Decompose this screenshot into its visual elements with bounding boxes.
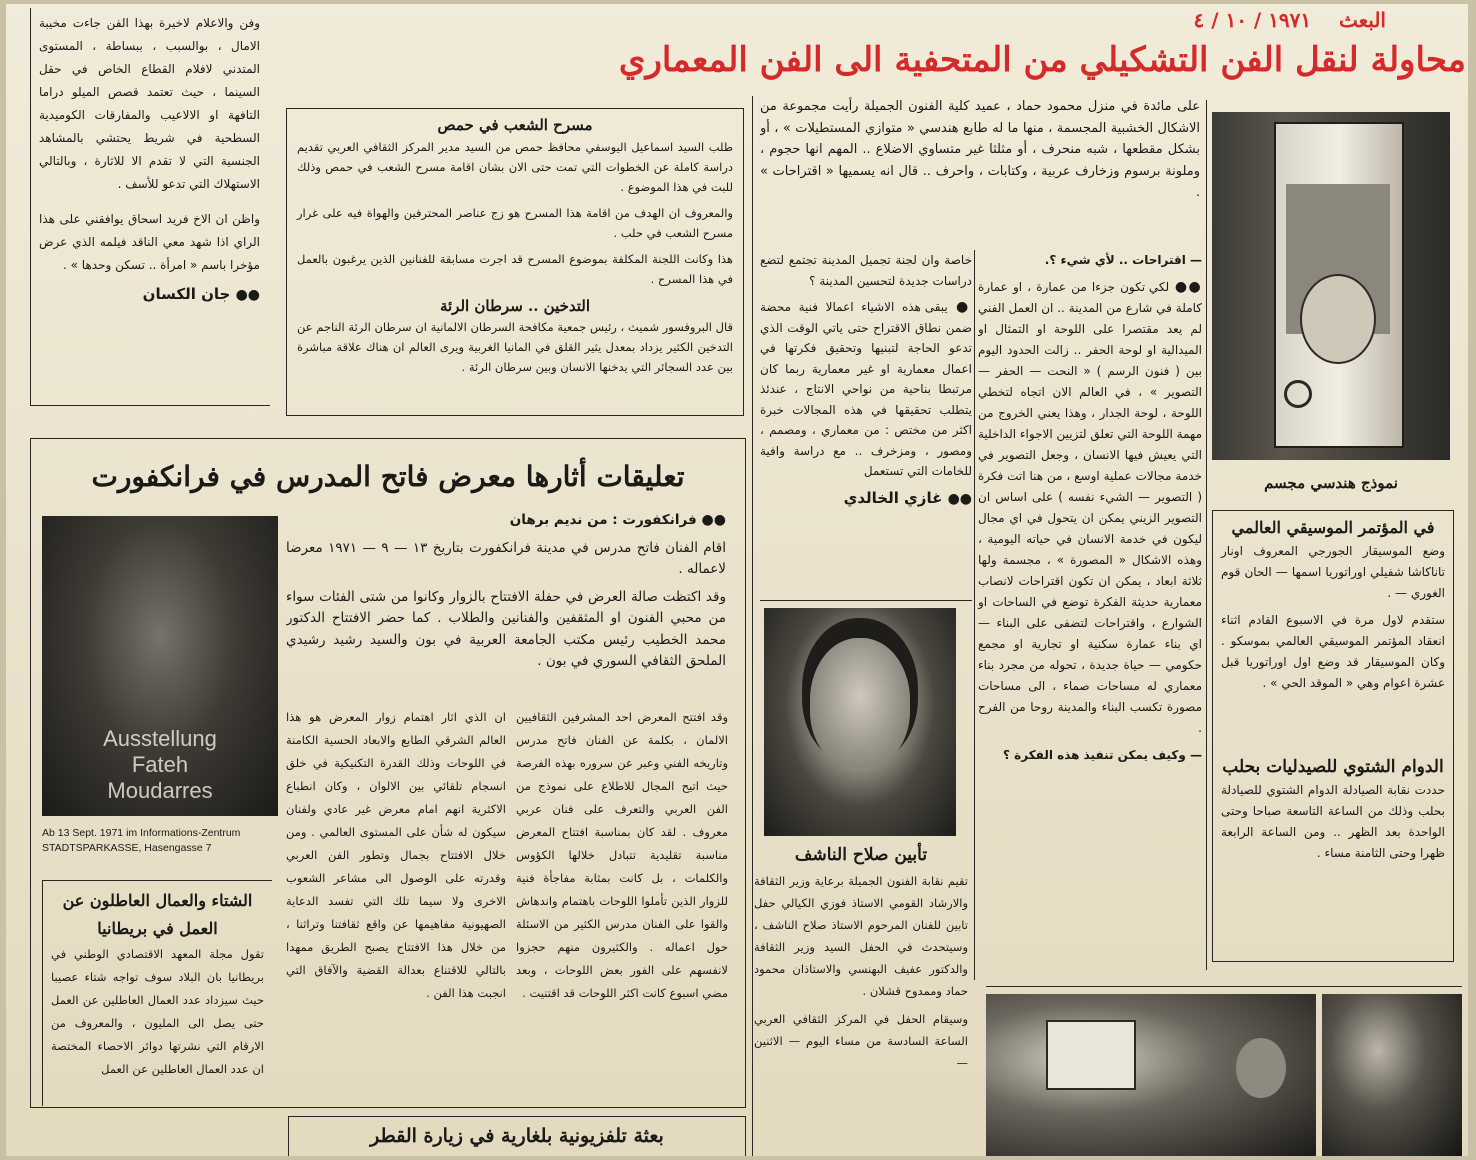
- main-article-column-right: [978, 250, 1202, 980]
- bottom-photo-crowd: [1322, 994, 1462, 1156]
- smoking-subtitle: التدخين .. سرطان الرئة: [439, 297, 591, 315]
- exhibition-poster: [42, 516, 278, 816]
- page-headline: محاولة لنقل الفن التشكيلي من المتحفية الى الفن المعماري: [618, 40, 1466, 80]
- pharmacy-paragraph: حددت نقابة الصيادلة الدوام الشتوي للصيادلة بحلب وذلك من الساعة التاسعة صباحا وحتى الواحدة بعد الظهر .. ومن الساعة الرابعة ظهرا وحتى الثامنة مساء .: [1221, 783, 1445, 860]
- sculpture-caption: نموذج هندسي مجسم: [1264, 474, 1398, 492]
- music-article: [1212, 510, 1454, 750]
- column-divider: [974, 250, 975, 980]
- exhibition-byline: ●● فرانكفورت : من نديم برهان: [509, 512, 726, 528]
- portrait-photo: [764, 608, 956, 836]
- left-column-paragraph: واظن ان الاخ فريد اسحاق يوافقني على هذا الراي اذا شهد معي الناقد فيلمه الذي عرض مؤخرا باسم « امرأة .. تسكن وحدها » .: [39, 212, 260, 272]
- bullet-icon: ●: [947, 299, 972, 315]
- music-paragraph: وضع الموسيقار الجورجي المعروف اونار تاناكاشا شفيلي اوراتوريا اسمها — الحان قوم الغوري — .: [1221, 544, 1445, 600]
- person-icon: [1236, 1038, 1286, 1098]
- exhibition-paragraph: اقام الفنان فاتح مدرس في مدينة فرانكفورت بتاريخ ١٣ — ٩ — ١٩٧١ معرضا لاعماله .: [286, 539, 726, 577]
- poster-line: Moudarres: [107, 778, 213, 803]
- exhibition-lead: [286, 510, 726, 700]
- theater-paragraph: هذا وكانت اللجنة المكلفة بموضوع المسرح قد اجرت مسابقة للفنانين الذين يرغبون بالعمل في هذا المسرح .: [297, 252, 733, 286]
- bullet-icon: ●●: [696, 512, 726, 528]
- row-divider: [986, 986, 1462, 987]
- left-column-article: [30, 8, 270, 406]
- main-article-signature: ●● غازي الخالدي: [843, 488, 972, 507]
- bullet-icon: ●●: [947, 490, 972, 507]
- exhibition-column-left: ان الذي اثار اهتمام زوار المعرض هو هذا العالم الشرقي الطابع والابعاد الحسية الكامنة في اللوحات وذلك القدرة التكنيكية في خلق انسجام تلقائي بين الالوان ، وكان انطباع الاكثرية انهم امام معرض غير عادي ولفنان سيكون له شأن على المستوى العالمي . ومن خلال الافتتاح بجمال وتطور الفن العربي وقدرته على الوصول الى مشاعر الشعوب الاخرى ولا سيما تلك التي تفسد الدعاية الصهيونية مفاهيمها عن واقع ثقافتنا وتراثنا ، من خلال هذا الافتتاح يصبح الطريق ممهدا بالتالي للاقتناع بعدالة القضية والآفاق التي انجبت هذا الفن .: [286, 710, 506, 1000]
- left-column-paragraph: وفن والاعلام لاخيرة بهذا الفن جاءت مخيبة الامال ، بوالسبب ، ببساطة ، المستوى المتدني لافلام القطاع الخاص في حقل السينما ، حيث تعتمد قصص الميلو دراما التافهة او الالاعيب والمفارقات الكوميدية السطحية في شريط يحتشي بالمشاهد الجنسية التي لا تقدم الا للاثارة ، وبالتالي الاستهلاك التي تدعو للأسف .: [39, 16, 260, 191]
- poster-line: Ausstellung: [103, 726, 217, 751]
- britain-title: الشتاء والعمال العاطلون عن العمل في بريطانيا: [62, 891, 253, 938]
- pharmacy-title: الدوام الشتوي للصيدليات بحلب: [1222, 757, 1444, 777]
- bottom-photo-group: [986, 994, 1316, 1156]
- britain-article: [42, 880, 272, 1106]
- theater-title: مسرح الشعب في حمص: [437, 116, 593, 134]
- music-title: في المؤتمر الموسيقي العالمي: [1231, 518, 1435, 537]
- portrait-face-icon: [810, 638, 910, 768]
- answer: ●● لكي تكون جزءا من عمارة ، او عمارة كاملة في شارع من المدينة .. ان العمل الفني لم يعد مقتصرا على اللوحة او التمثال او الميدالية او لوحة الحفر .. زالت الحدود اليوم بين ( فنون الرسم ) « النحت — الحفر — التصوير » ، في العالم الان اتجاه لتخطي اللوحة ، لوحة الجدار ، وهذا يعني الخروج من مهمة اللوحة التي تعلق لتزيين الاجواء الداخلية التي يعيش فيها الانسان ، وجعل التصوير في خدمة مجالات عملية اوسع ، من هنا اتت فكرة ( التصوير — الشيء نفسه ) على اساس ان التصوير الزيني يمكن ان يتحول في اي مجال ليكون في خدمة الانسان في حياته اليومية ، وهذه الاشكال « المصورة » ، مجسمة ولها ثلاثة ابعاد ، يمكن ان تكون اقتراحات لانصاب معمارية حديثة الفكرة توضع في الساحات او الشوارع ، واقتراحات لتضفى على البناء — اي بناء عمارة سكنية او تجارية او مجمع حكومي — حياة جديدة ، تحوله من مجرد بناء معماري له مساحات صماء ، الى مساحات مصورة تكسب البناء والمدينة روحا من الفرح .: [978, 279, 1202, 735]
- main-article-column-middle: [760, 250, 972, 594]
- newspaper-name: البعث: [1339, 8, 1386, 32]
- poster-text: [42, 726, 278, 816]
- tribute-title: تأبين صلاح الناشف: [794, 845, 928, 865]
- tribute-article: [750, 840, 972, 1114]
- bullet-icon: ●●: [1169, 279, 1202, 295]
- exhibition-title: تعليقات أثارها معرض فاتح المدرس في فرانكفورت: [91, 460, 685, 493]
- newspaper-page: [6, 4, 1468, 1156]
- smoking-paragraph: قال البروفسور شميث ، رئيس جمعية مكافحة السرطان الالمانية ان سرطان الرئة الناجم عن التدخين الكثير يزداد بمعدل يثير القلق في المانيا الغربية ويرى العالم ان هناك علاقة مباشرة بين عدد السجائر التي يدخنها الانسان وبين سرطان الرئة .: [297, 320, 733, 374]
- bullet-icon: ●●: [235, 287, 260, 303]
- column-divider: [1206, 100, 1207, 970]
- theater-paragraph: والمعروف ان الهدف من اقامة هذا المسرح هو زج عناصر المحترفين والهواة فيه على غرار مسرح الشعب في حلب .: [297, 206, 733, 240]
- issue-date: ١٩٧١ / ١٠ / ٤: [1193, 8, 1312, 32]
- middle-paragraph: ● يبقى هذه الاشياء اعمالا فنية محضة ضمن نطاق الاقتراح حتى ياتي الوقت الذي تدعو الحاجة لتبنيها وتحقيق فكرتها في اعمال معمارية او غير معمارية ربما كان مرتبطا بناحية من نواحي الانتاج ، عندئذ يتطلب تحقيقها في هذه المجالات خبرة اكثر من مختص : من معماري ، ومصمم ، ومصور ، ومزخرف .. مع دراسة وافية للخامات التي تستعمل: [760, 299, 972, 478]
- poster-caption: Ab 13 Sept. 1971 im Informations-Zentrum STADTSPARKASSE, Hasengasse 7: [42, 827, 241, 854]
- exhibition-paragraph: وقد اكتظت صالة العرض في حفلة الافتتاح بالزوار وكانوا من شتى الفئات سواء من محبي الفنون او المثقفين والفنانين والطلاب . كما حضر الافتتاح الدكتور محمد الخطيب رئيس مكتب الجامعة العربية في بون والسيد رشيد رشيدي الملحق الثقافي السوري في بون .: [286, 588, 726, 669]
- tv-article-title: بعثة تلفزيونية بلغارية في زيارة القطر: [288, 1116, 746, 1156]
- tribute-paragraph: وسيقام الحفل في المركز الثقافي العربي الساعة السادسة من مساء اليوم — الاثنين —: [754, 1012, 968, 1070]
- machine-icon: [1046, 1020, 1136, 1090]
- main-article-intro: على مائدة في منزل محمود حماد ، عميد كلية الفنون الجميلة رأيت مجموعة من الاشكال الخشبية المجسمة ، منها ما له طابع هندسي « متوازي المستطيلات » ، أو بشكل مقطعها ، شبه منحرف ، أو مثلثا غير متساوي الاضلاع .. المهم انها حجوم ، وملونة برسوم وزخارف عربية ، وكتابات ، واحرف .. قال انه يسميها « اقتراحات » .: [760, 99, 1200, 200]
- sculpture-object-icon: [1274, 122, 1404, 448]
- pharmacy-article: [1212, 750, 1454, 962]
- poster-line: Fateh: [131, 752, 189, 777]
- theater-paragraph: طلب السيد اسماعيل اليوسفي محافظ حمص من السيد مدير المركز الثقافي العربي تقديم دراسة كاملة عن الخطوات التي تمت حتى الان بشان اقامة مسرح الشعب في حمص وذلك للبت في هذا الموضوع .: [297, 140, 733, 194]
- column-divider: [752, 96, 753, 1156]
- theater-article: [286, 108, 744, 416]
- question: — وكيف يمكن تنفيذ هذه الفكرة ؟: [1003, 748, 1202, 762]
- britain-paragraph: تقول مجلة المعهد الاقتصادي الوطني في بريطانيا بان البلاد سوف تواجه شتاء عصيبا حيث سيزداد عدد العمال العاطلين عن العمل حتى يصل الى المليون ، والمعروف من الارقام التي نشرتها دوائر الاحصاء المختصة ان عدد العمال العاطلين عن العمل: [51, 947, 264, 1076]
- tribute-paragraph: تقيم نقابة الفنون الجميلة برعاية وزير الثقافة والارشاد القومي الاستاذ فوزي الكيالي حفل تابين للفنان المرحوم الاستاذ صلاح الناشف ، وسيتحدث في الحفل السيد وزير الثقافة والدكتور عفيف البهنسي والاستاذان محمود حماد وممدوح قشلان .: [754, 874, 968, 998]
- masthead: [1066, 8, 1386, 34]
- middle-paragraph: خاصة وان لجنة تجميل المدينة تجتمع لتضع دراسات جديدة لتحسين المدينة ؟: [760, 253, 972, 288]
- question: — اقتراحات .. لأي شيء ؟.: [1044, 253, 1202, 267]
- left-column-signature: ●● جان الكسان: [142, 285, 260, 303]
- music-paragraph: ستقدم لاول مرة في الاسبوع القادم اثناء انعقاد المؤتمر الموسيقي العالمي بموسكو . وكان الموسيقار قد وضع اول اوراتوريا قبل عشرة اعوام وهي « الموقد الحي » .: [1221, 613, 1445, 690]
- row-divider: [760, 600, 972, 601]
- sculpture-photo: [1212, 112, 1450, 460]
- exhibition-column-right: وقد افتتح المعرض احد المشرفين الثقافيين الالمان ، بكلمة عن الفنان فاتح مدرس وتاريخه الفني وعبر عن سروره بهذه الفرصة حيث اتيح المجال للاطلاع على نموذج من الفن العربي والتعرف على فنان عربي معروف . لقد كان بمناسبة افتتاح المعرض مناسبة تقليدية تتبادل خلالها الكؤوس والكلمات ، بل كانت بمثابة مفاجأة فنية للزوار الذين تأملوا اللوحات باهتمام واندهاش والقوا على الفنان مدرس الكثير من الاسئلة حول اعماله . والكثيرون منهم حجزوا لانفسهم على الفور بعض اللوحات ، وبعد مضي اسبوع كانت اكثر اللوحات قد اقتنيت .: [516, 710, 728, 1000]
